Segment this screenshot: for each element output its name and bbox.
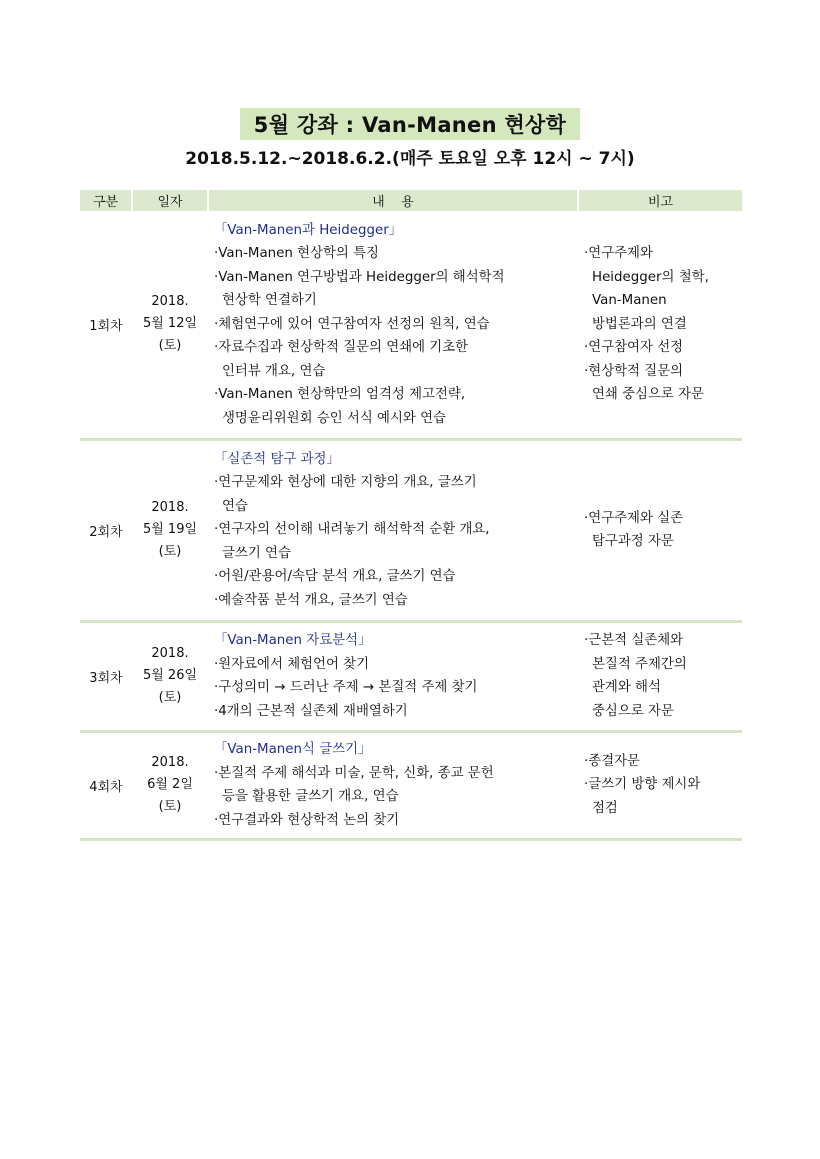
- content-line: ·Van-Manen 현상학만의 엄격성 제고전략,: [214, 387, 466, 402]
- section-heading: 「Van-Manen 자료분석」: [214, 633, 372, 648]
- content-line: 인터뷰 개요, 연습: [222, 363, 326, 379]
- content-line: ·본질적 주제 해석과 미술, 문학, 신화, 종교 문헌: [214, 765, 494, 781]
- note-line: ·글쓰기 방향 제시와: [584, 777, 701, 793]
- content-line: ·예술작품 분석 개요, 글쓰기 연습: [214, 592, 408, 608]
- header-note: 비고: [578, 190, 742, 211]
- date-line: 2018.: [151, 294, 189, 310]
- note-line: 본질적 주제간의: [592, 656, 687, 672]
- note-line: ·연구주제와 실존: [584, 510, 684, 526]
- content-line: ·연구결과와 현상학적 논의 찾기: [214, 812, 400, 828]
- session-note: [578, 439, 742, 621]
- table-row: [80, 731, 742, 839]
- table-row: [80, 621, 742, 731]
- date-line: 2018.: [151, 646, 189, 661]
- date-line: (토): [158, 544, 182, 559]
- date-line: (토): [158, 799, 182, 814]
- section-heading: 「Van-Manen과 Heidegger」: [214, 222, 403, 238]
- date-line: 5월 19일: [142, 522, 198, 537]
- note-line: ·연구주제와: [584, 246, 653, 261]
- session-number: 3회차: [80, 621, 132, 731]
- date-line: 2018.: [151, 500, 189, 515]
- content-line: ·체험연구에 있어 연구참여자 선정의 원칙, 연습: [214, 316, 490, 332]
- session-date: [132, 439, 208, 621]
- schedule-table: [80, 190, 742, 841]
- date-line: 5월 12일: [142, 316, 198, 332]
- content-line: 현상학 연결하기: [222, 293, 317, 308]
- session-date: [132, 211, 208, 439]
- note-line: 점검: [592, 800, 618, 816]
- content-line: 연습: [222, 498, 248, 514]
- page-subtitle: 2018.5.12.~2018.6.2.(매주 토요일 오후 12시 ~ 7시): [185, 149, 635, 169]
- session-content: [208, 439, 578, 621]
- content-line: 등을 활용한 글쓰기 개요, 연습: [222, 789, 399, 804]
- session-number: 4회차: [80, 731, 132, 839]
- table-row: [80, 439, 742, 621]
- table-header-row: [80, 190, 742, 211]
- session-content: [208, 731, 578, 839]
- session-number: 1회차: [80, 211, 132, 439]
- session-date: [132, 731, 208, 839]
- note-line: Van-Manen: [592, 293, 667, 308]
- content-line: 생명윤리위원회 승인 서식 예시와 연습: [222, 410, 446, 426]
- session-date: [132, 621, 208, 731]
- content-line: ·Van-Manen 현상학의 특징: [214, 246, 379, 261]
- note-line: ·종결자문: [584, 753, 640, 769]
- session-note: [578, 731, 742, 839]
- content-line: ·어원/관용어/속담 분석 개요, 글쓰기 연습: [214, 569, 456, 585]
- note-line: 관계와 해석: [592, 680, 661, 695]
- session-content: [208, 621, 578, 731]
- content-line: ·연구자의 선이해 내려놓기 해석학적 순환 개요,: [214, 522, 490, 538]
- table-body: [80, 211, 742, 839]
- header-date: 일자: [132, 190, 208, 211]
- note-line: 탐구과정 자문: [592, 534, 674, 549]
- session-content: [208, 211, 578, 439]
- note-line: ·현상학적 질문의: [584, 363, 684, 379]
- content-line: ·구성의미 → 드러난 주제 → 본질적 주제 찾기: [214, 680, 478, 695]
- content-line: ·자료수집과 현상학적 질문의 연쇄에 기초한: [214, 340, 469, 355]
- note-line: ·근본적 실존체와: [584, 633, 684, 648]
- note-line: 연쇄 중심으로 자문: [592, 387, 704, 402]
- note-line: Heidegger의 철학,: [592, 269, 709, 285]
- content-line: ·Van-Manen 연구방법과 Heidegger의 해석학적: [214, 269, 505, 285]
- header-session: 구분: [80, 190, 132, 211]
- content-line: 글쓰기 연습: [222, 545, 291, 561]
- section-heading: 「실존적 탐구 과정」: [214, 451, 340, 467]
- date-line: 2018.: [151, 755, 189, 770]
- note-line: ·연구참여자 선정: [584, 340, 684, 355]
- date-line: 5월 26일: [142, 668, 198, 683]
- date-line: (토): [158, 338, 182, 354]
- date-line: (토): [158, 690, 182, 705]
- note-line: 중심으로 자문: [592, 703, 674, 719]
- header-content: 내 용: [208, 190, 578, 211]
- title-wrap: [0, 108, 820, 140]
- table-row: [80, 211, 742, 439]
- page-title: 5월 강좌 : Van-Manen 현상학: [240, 108, 580, 140]
- session-number: 2회차: [80, 439, 132, 621]
- session-note: [578, 621, 742, 731]
- session-note: [578, 211, 742, 439]
- content-line: ·원자료에서 체험언어 찾기: [214, 656, 370, 672]
- note-line: 방법론과의 연결: [592, 316, 687, 332]
- content-line: ·연구문제와 현상에 대한 지향의 개요, 글쓰기: [214, 475, 477, 491]
- date-line: 6월 2일: [147, 777, 193, 792]
- content-line: ·4개의 근본적 실존체 재배열하기: [214, 703, 408, 719]
- section-heading: 「Van-Manen식 글쓰기」: [214, 742, 372, 757]
